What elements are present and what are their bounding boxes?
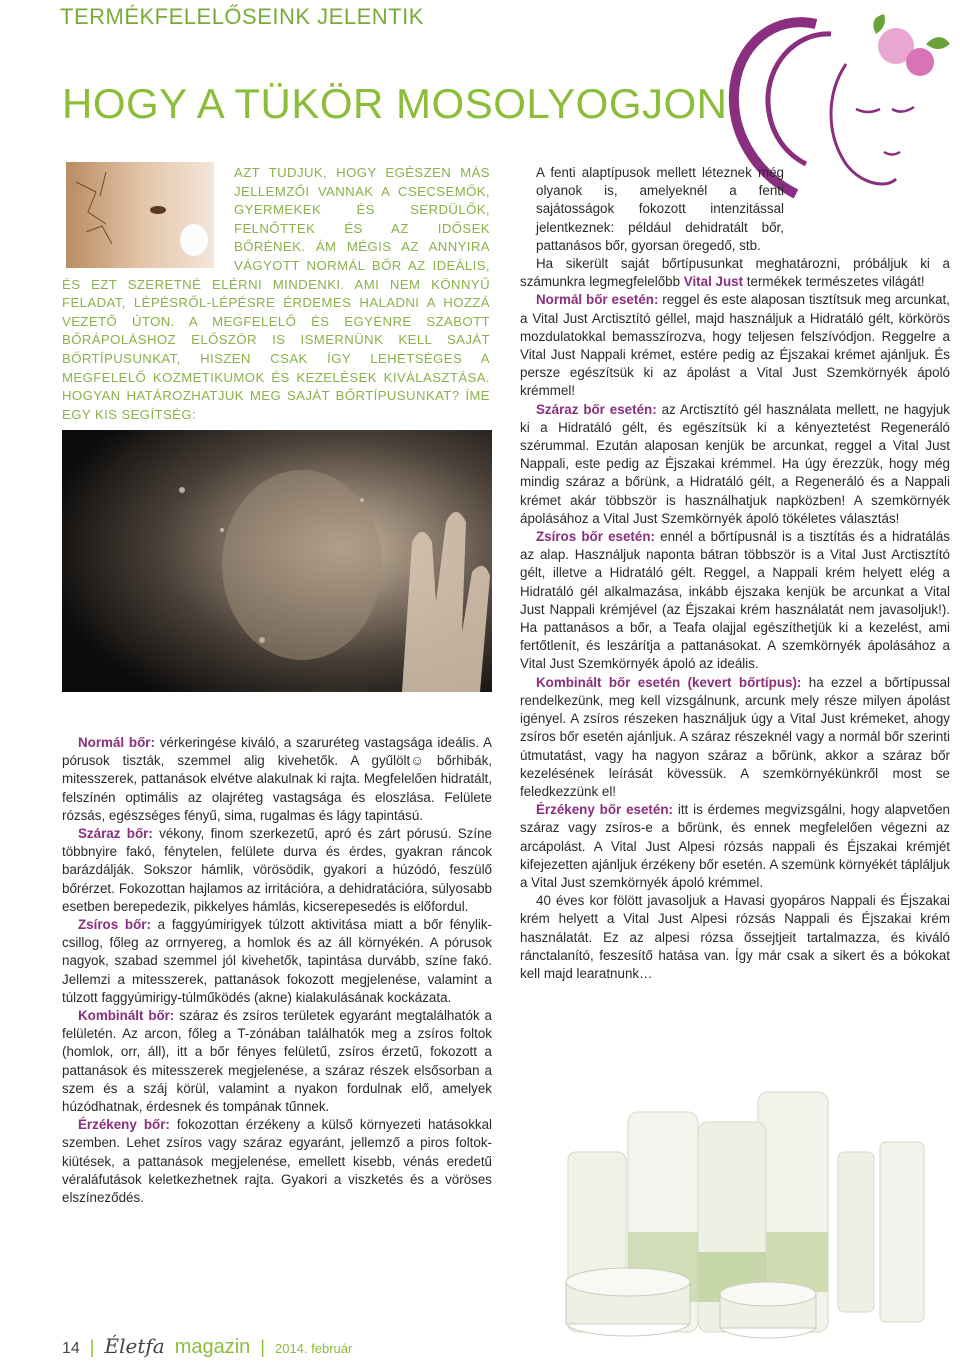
- keyword-oily-skin: Zsíros bőr:: [78, 917, 151, 933]
- lead-paragraph: [62, 164, 490, 424]
- keyword-combination-skin-care: Kombinált bőr esetén (kevert bőrtípus):: [536, 674, 802, 690]
- paragraph-normal-skin-care: [520, 291, 950, 400]
- footer-separator: |: [89, 1337, 95, 1357]
- issue-date: 2014. február: [274, 1341, 353, 1356]
- text-normal-skin-care: reggel és este alaposan tisztítsuk meg arcunkat, a Vital Just Arctisztító géllel, majd használjuk a Hidratáló gélt, körkörös mozdulatokkal bemasszírozva, hogy teljesen felszívódjon. Reggelre a Vital Just Nappali krémet, estére pedig az Éjszakai krémet ajánljuk. És persze egészítsük ki az ápolást a Vital Just Szemkörnyék ápoló krémmel!: [520, 292, 950, 399]
- keyword-combination-skin: Kombinált bőr:: [78, 1008, 175, 1024]
- page-number: 14: [62, 1340, 80, 1357]
- text-dry-skin-care: az Arctisztító gél használata mellett, ne hagyjuk ki a Hidratáló gélt, és egészítsük ki a kényeztetést Regeneráló szérummal. Ezután alaposan kenjük be arcunkat, reggel a Vital Just Nappali, este pedig az Éjszakai krémmel. Ha úgy érezzük, hogy még mindig száraz a bőrünk, a Hidratáló gélt, a Regeneráló és a Nappali krémet akár többször is használhatjuk napközben! A szemkörnyék ápolásához a Vital Just Szemkörnyék ápoló tökéletes választás!: [520, 401, 951, 526]
- page-footer: [62, 1334, 352, 1359]
- vital-just-products-photo: [508, 1082, 954, 1346]
- keyword-sensitive-skin: Érzékeny bőr:: [78, 1117, 170, 1133]
- text-try-after: termékek természetes világát!: [743, 274, 925, 290]
- page-title: HOGY A TÜKÖR MOSOLYOGJON!: [62, 80, 740, 127]
- paragraph-skin-types-intro: A fenti alaptípusok mellett léteznek még olyanok is, amelyeknél a fenti sajátosságok fokozott intenzitással jelentkeznek: például dehidratált bőr, pattanásos bőr, gyorsan öregedő, stb.: [536, 165, 784, 253]
- paragraph-oily-skin: [62, 916, 492, 1007]
- paragraph-sensitive-skin: [62, 1116, 492, 1207]
- paragraph-combination-skin-care: [520, 674, 950, 801]
- text-combination-skin-care: ha ezzel a bőrtípussal rendelkezünk, meg kell vizsgálnunk, arcunk mely része milyen ápolást igényel. A zsíros részeken használjuk úgy a Vital Just krémeket, ahogy zsíros bőr esetén ajánljuk. A száraz részeknél vagy a normál bőr szerinti útmutatást, vagy ha nagyon száraz a bőrünk, akkor a száraz bőr kezelésének leírását kövessük. A szemkörnyékünkről most se feledkezzünk el!: [520, 674, 950, 799]
- text-dry-skin: vékony, finom szerkezetű, apró és zárt pórusú. Színe többnyire fakó, fénytelen, felülete durva és érdes, gyakran ráncok barázdálják. Sokszor hámlik, vörösödik, gyakori a húzódó, feszülő bőrérzet. Fokozottan hajlamos az irritációra, a dehidratációra, súlyosabb esetben berepedezik, pikkelyes hámlás, kicserepesedés is előfordul.: [62, 826, 492, 914]
- paragraph-try-vital-just: [520, 255, 950, 291]
- paragraph-normal-skin: [62, 734, 492, 825]
- keyword-normal-skin: Normál bőr:: [78, 735, 155, 750]
- footer-separator-2: |: [260, 1337, 265, 1357]
- keyword-oily-skin-care: Zsíros bőr esetén:: [536, 529, 655, 545]
- keyword-normal-skin-care: Normál bőr esetén:: [536, 292, 659, 308]
- magazine-brand-script: Életfa: [104, 1334, 165, 1358]
- brand-vital-just: Vital Just: [683, 274, 744, 290]
- text-sensitive-skin-care: itt is érdemes megvizsgálni, hogy alapvetően száraz vagy zsíros-e a bőrünk, és ennek megfelelően végezni az arcápolást. A Vital Just Alpesi rózsás nappali és Éjszakai krémjét kifejezetten ajánljuk érzékeny bőr esetén. A szemünk környékét tápláljuk a Vital Just szemkörnyék ápoló krémmel.: [520, 802, 950, 890]
- paragraph-combination-skin: [62, 1007, 492, 1116]
- text-sensitive-skin: fokozottan érzékeny a külső környezeti hatásokkal szemben. Lehet zsíros vagy száraz egyaránt, jellemző a piros foltok-kiütések, a pattanások megjelenése, emellett kisebb, vénás eredetű véraláfutások keletkezhetnek rajta. Gyakori a viszketés és a vöröses elszíneződés.: [62, 1117, 493, 1206]
- text-try-before: Ha sikerült saját bőrtípusunkat meghatározni, próbáljuk ki a számunkra legmegfelelőbb: [520, 256, 950, 290]
- paragraph-oily-skin-care: [520, 528, 950, 674]
- text-normal-skin: vérkeringése kiváló, a szaruréteg vastagsága ideális. A pórusok tiszták, szemmel alig kivehetők. A gyűlölt☺ bőrhibák, mitesszerek, pattanások elvétve alakulnak ki rajta. Megfelelően hidratált, felszínén optimális az olajréteg vastagsága és eloszlása. Felülete rózsás, egészséges fényű, sima, rugalmas és lágy tapintású.: [62, 735, 492, 823]
- keyword-sensitive-skin-care: Érzékeny bőr esetén:: [536, 802, 673, 818]
- paragraph-sensitive-skin-care: [520, 801, 950, 892]
- section-label: TERMÉKFELELŐSEINK JELENTIK: [60, 4, 424, 29]
- right-column: [520, 164, 950, 983]
- paragraph-dry-skin-care: [520, 401, 950, 528]
- keyword-dry-skin-care: Száraz bőr esetén:: [536, 401, 657, 417]
- woman-behind-glass-photo: [62, 430, 492, 692]
- paragraph-over-40: 40 éves kor fölött javasoljuk a Havasi gyopáros Nappali és Éjszakai krém helyett a Vital Just Alpesi rózsás Nappali és Éjszakai krém használatát. Ez az alpesi rózsa őssejtjeit tartalmazza, és kiváló ránctalanító, feszesítő hatása van. Így már csak a sikert és a bókokat kell majd learatnunk…: [520, 893, 950, 981]
- text-combination-skin: száraz és zsíros területek egyaránt megtalálhatók a felületén. Az arcon, főleg a T-zónában találhatók meg a zsíros foltok (homlok, orr, áll), itt a bőr fényes felületű, zsíros érzetű, fokozott a pattanások és mitesszerek megjelenése, a száraz részek elsősorban a szem és a száj körül, valamint a nyakon fordulnak elő, amelyek húzódhatnak, érdesnek és tompának tűnnek.: [62, 1008, 492, 1115]
- paragraph-dry-skin: [62, 825, 492, 916]
- left-column: [62, 734, 492, 1207]
- lead-text: AZT TUDJUK, HOGY EGÉSZEN MÁS JELLEMZŐI VANNAK A CSECSEMŐK, GYERMEKEK ÉS SERDÜLŐK, FELNŐTTEK ÉS AZ IDŐSEK BŐRÉNEK. ÁM MÉGIS AZ ANNYIRA VÁGYOTT NORMÁL BŐR AZ IDEÁLIS, ÉS EZT SZERETNÉ ELÉRNI MINDENKI. AMI NEM KÖNNYŰ FELADAT, LÉPÉSRŐL-LÉPÉSRE ÉRDEMES HALADNI A HOZZÁ VEZETŐ ÚTON. A MEGFELELŐ ÉS EGYÉNRE SZABOTT BŐRÁPOLÁSHOZ ELŐSZÖR IS ISMERNÜNK KELL SAJÁT BŐRTÍPUSUNKAT, HISZEN CSAK ÍGY LEHETSÉGES A MEGFELELŐ KOZMETIKUMOK ÉS KEZELÉSEK KIVÁLASZTÁSA. HOGYAN HATÁROZHATJUK MEG SAJÁT BŐRTÍPUSUNKAT? ÍME EGY KIS SEGÍTSÉG:: [62, 165, 490, 422]
- magazine-brand-name: magazin: [174, 1336, 251, 1358]
- keyword-dry-skin: Száraz bőr:: [78, 826, 153, 842]
- text-oily-skin-care: ennél a bőrtípusnál is a tisztítás és a hidratálás az alap. Használjuk naponta bátran többször is a Vital Just Arctisztító gélt, illetve a Hidratáló gélt. Reggel, a Nappali krém helyett elég a Hidratáló gél alkalmazása, inkább éjszaka kenjük be arcunkat a Vital Just Nappali krémjével (az Éjszakai krém használatát nem javasoljuk!). Ha pattanásos a bőr, a Teafa olajjal egészíthetjük ki a kezelést, ami fertőtlenít, és leszárítja a pattanásokat. A szemkörnyék ápolásához a Vital Just Szemkörnyék ápoló az ideális.: [520, 529, 950, 672]
- text-oily-skin: a faggyúmirigyek túlzott aktivitása miatt a bőr fénylik-csillog, főleg az orrnyereg, a homlok és az áll környékén. A pórusok nagyok, szabad szemmel jól kivehetők, tapintása durvább, színe fakó. Jellemzi a mitesszerek, pattanások fokozott megjelenése, valamint a túlzott faggyúmirigy-túlműködés (akne) kialakulásának kockázata.: [62, 917, 492, 1005]
